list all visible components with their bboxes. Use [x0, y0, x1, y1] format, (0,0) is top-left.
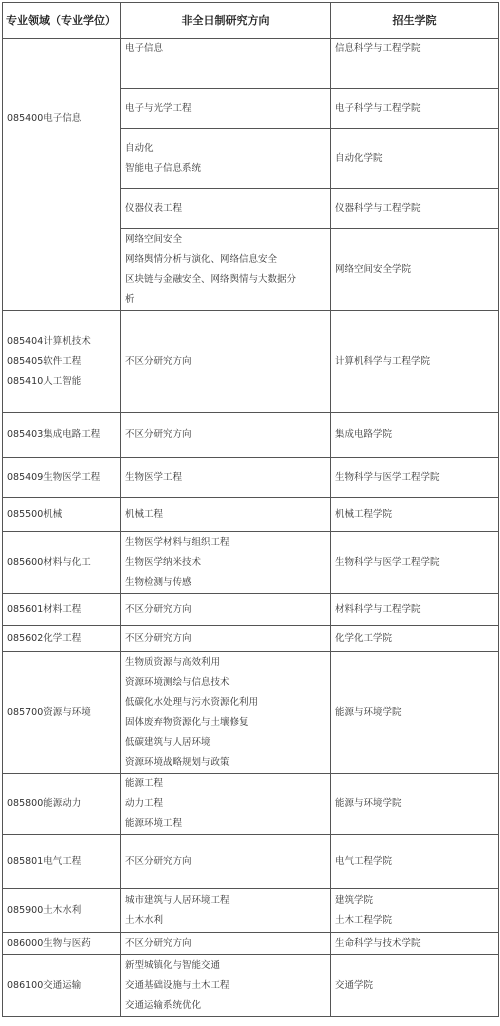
cell-line: 086000生物与医药 [7, 937, 91, 949]
field-cell [3, 652, 121, 774]
cell-line: 085400电子信息 [7, 113, 82, 124]
direction-cell [121, 889, 331, 933]
field-cell [3, 498, 121, 532]
table-row [3, 835, 499, 889]
cell-line: 086100交通运输 [7, 979, 82, 991]
direction-cell [121, 189, 331, 229]
cell-line: 自动化 [125, 142, 154, 154]
college-cell: 信息科学与工程学院 [331, 39, 499, 89]
cell-line: 电子信息 [125, 43, 164, 54]
cell-line: 析 [125, 293, 135, 305]
cell-line: 新型城镇化与智能交通 [125, 959, 221, 971]
cell-line: 交通运输系统优化 [125, 999, 202, 1011]
cell-line: 网络空间安全 [125, 233, 183, 245]
cell-line: 能源环境工程 [125, 818, 183, 829]
field-cell [3, 774, 121, 835]
direction-cell [121, 594, 331, 626]
table-row [3, 532, 499, 594]
college-cell: 自动化学院 [331, 129, 499, 189]
college-cell: 生命科学与技术学院 [331, 933, 499, 955]
direction-cell [121, 129, 331, 189]
cell-line: 不区分研究方向 [125, 632, 192, 644]
cell-line: 085500机械 [7, 508, 63, 520]
cell-line: 交通基础设施与土木工程 [125, 979, 230, 991]
field-cell [3, 835, 121, 889]
field-cell [3, 933, 121, 955]
cell-line: 机械工程 [125, 508, 164, 520]
field-cell [3, 413, 121, 458]
college-cell: 仪器科学与工程学院 [331, 189, 499, 229]
field-cell [3, 458, 121, 498]
college-cell: 生物科学与医学工程学院 [331, 458, 499, 498]
field-cell [3, 626, 121, 652]
college-cell: 能源与环境学院 [331, 652, 499, 774]
cell-line: 城市建筑与人居环境工程 [125, 894, 230, 906]
cell-line: 土木水利 [125, 914, 164, 926]
field-cell [3, 889, 121, 933]
college-cell: 生物科学与医学工程学院 [331, 532, 499, 594]
direction-cell [121, 774, 331, 835]
direction-cell [121, 652, 331, 774]
cell-line: 085801电气工程 [7, 855, 82, 867]
direction-cell [121, 89, 331, 129]
cell-line: 085601材料工程 [7, 603, 82, 615]
direction-cell [121, 413, 331, 458]
direction-cell [121, 498, 331, 532]
cell-line: 085700资源与环境 [7, 706, 91, 718]
college-cell: 电气工程学院 [331, 835, 499, 889]
direction-cell [121, 835, 331, 889]
table-row [3, 498, 499, 532]
cell-line: 能源工程 [125, 778, 164, 789]
cell-line: 085900土木水利 [7, 904, 82, 916]
header-college: 招生学院 [331, 3, 499, 39]
college-cell: 化学化工学院 [331, 626, 499, 652]
cell-line: 网络舆情分析与演化、网络信息安全 [125, 253, 278, 265]
college-cell: 能源与环境学院 [331, 774, 499, 835]
college-cell [331, 889, 499, 933]
table-row [3, 933, 499, 955]
table-row [3, 458, 499, 498]
table-row [3, 39, 499, 89]
cell-line: 不区分研究方向 [125, 429, 192, 440]
header-direction: 非全日制研究方向 [121, 3, 331, 39]
table-row [3, 889, 499, 933]
cell-line: 智能电子信息系统 [125, 162, 202, 174]
direction-cell [121, 39, 331, 89]
cell-line: 生物医学纳米技术 [125, 556, 202, 568]
direction-cell [121, 955, 331, 1017]
cell-line: 不区分研究方向 [125, 855, 192, 867]
table-row [3, 413, 499, 458]
field-cell [3, 532, 121, 594]
cell-line: 固体废弃物资源化与土壤修复 [125, 716, 249, 728]
cell-line: 085600材料与化工 [7, 556, 91, 568]
table-row [3, 594, 499, 626]
cell-line: 不区分研究方向 [125, 355, 192, 367]
cell-line: 085410人工智能 [7, 375, 82, 387]
table-row [3, 311, 499, 413]
field-cell [3, 39, 121, 311]
college-cell: 机械工程学院 [331, 498, 499, 532]
direction-cell [121, 532, 331, 594]
cell-line: 085404计算机技术 [7, 335, 91, 347]
cell-line: 土木工程学院 [335, 914, 393, 926]
cell-line: 低碳化水处理与污水资源化利用 [125, 696, 259, 708]
table-row [3, 774, 499, 835]
table-row [3, 652, 499, 774]
cell-line: 生物医学材料与组织工程 [125, 536, 230, 548]
cell-line: 生物质资源与高效利用 [125, 656, 221, 668]
college-cell: 集成电路学院 [331, 413, 499, 458]
cell-line: 不区分研究方向 [125, 603, 192, 615]
field-cell [3, 594, 121, 626]
cell-line: 电子与光学工程 [125, 102, 192, 114]
table-row [3, 955, 499, 1017]
cell-line: 不区分研究方向 [125, 937, 192, 949]
cell-line: 生物医学工程 [125, 471, 183, 483]
table-row [3, 626, 499, 652]
header-field: 专业领域（专业学位） [3, 3, 121, 39]
cell-line: 生物检测与传感 [125, 576, 192, 588]
program-table [2, 2, 499, 1017]
cell-line: 动力工程 [125, 798, 164, 809]
table-body [3, 39, 499, 1017]
direction-cell [121, 933, 331, 955]
cell-line: 085403集成电路工程 [7, 429, 101, 440]
direction-cell [121, 311, 331, 413]
cell-line: 085602化学工程 [7, 632, 82, 644]
cell-line: 资源环境战略规划与政策 [125, 756, 230, 768]
field-cell [3, 955, 121, 1017]
college-cell: 电子科学与工程学院 [331, 89, 499, 129]
college-cell: 网络空间安全学院 [331, 229, 499, 311]
direction-cell [121, 229, 331, 311]
cell-line: 085800能源动力 [7, 798, 82, 809]
college-cell: 计算机科学与工程学院 [331, 311, 499, 413]
cell-line: 资源环境测绘与信息技术 [125, 676, 230, 688]
college-cell: 材料科学与工程学院 [331, 594, 499, 626]
direction-cell [121, 626, 331, 652]
cell-line: 085405软件工程 [7, 355, 82, 367]
direction-cell [121, 458, 331, 498]
college-cell: 交通学院 [331, 955, 499, 1017]
table-header-row [3, 3, 499, 39]
cell-line: 085409生物医学工程 [7, 471, 101, 483]
cell-line: 区块链与金融安全、网络舆情与大数据分 [125, 273, 297, 285]
cell-line: 建筑学院 [335, 894, 374, 906]
cell-line: 仪器仪表工程 [125, 202, 183, 214]
field-cell [3, 311, 121, 413]
cell-line: 低碳建筑与人居环境 [125, 736, 211, 748]
